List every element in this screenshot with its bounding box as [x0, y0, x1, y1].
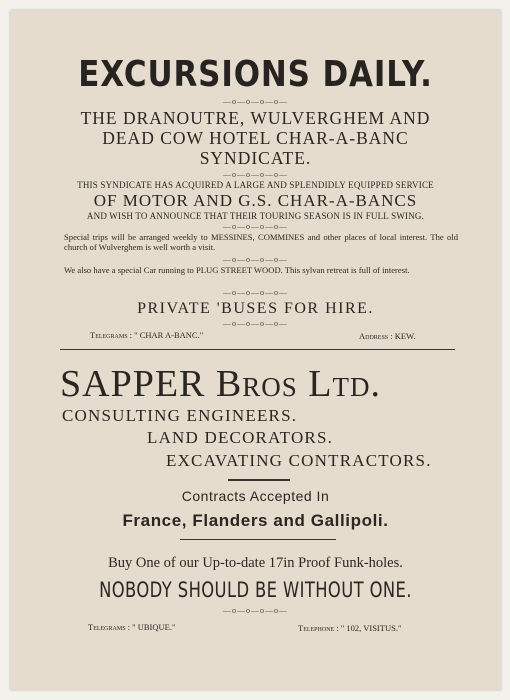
season-line: AND WISH TO ANNOUNCE THAT THEIR TOURING SEASON IS IN FULL SWING.	[86, 211, 425, 221]
ornament-divider: —o—o—o—o—	[223, 222, 288, 231]
telegrams-char-a-banc: Telegrams : " CHAR A-BANC."	[90, 330, 204, 340]
nobody-without-one: NOBODY SHOULD BE WITHOUT ONE.	[99, 578, 412, 602]
telegrams-ubique: Telegrams : " UBIQUE."	[88, 622, 176, 632]
ornament-divider: —o—o—o—o—	[223, 319, 288, 328]
consulting-engineers: CONSULTING ENGINEERS.	[62, 406, 298, 425]
excursions-headline: EXCURSIONS DAILY.	[78, 54, 433, 95]
short-rule	[228, 479, 290, 481]
land-decorators: LAND DECORATORS.	[147, 428, 334, 447]
ornament-divider: —o—o—o—o—	[223, 255, 288, 264]
buy-funk-holes: Buy One of our Up-to-date 17in Proof Funk-holes.	[108, 555, 403, 571]
ornament-divider: —o—o—o—o—	[223, 288, 288, 297]
syndicate-line-1: THE DRANOUTRE, WULVERGHEM AND	[80, 108, 431, 128]
syndicate-line-2: DEAD COW HOTEL CHAR-A-BANC	[102, 128, 409, 148]
mid-rule	[180, 539, 336, 540]
ornament-divider: —o—o—o—o—	[223, 97, 288, 106]
contracts-accepted: Contracts Accepted In	[181, 488, 330, 504]
newspaper-page	[10, 10, 501, 690]
ornament-divider: —o—o—o—o—	[223, 606, 288, 615]
motor-line: OF MOTOR AND G.S. CHAR-A-BANCS	[93, 191, 418, 210]
private-buses-line: PRIVATE 'BUSES FOR HIRE.	[137, 300, 374, 317]
address-kew: Address : KEW.	[359, 331, 416, 341]
ornament-divider: —o—o—o—o—	[223, 170, 288, 179]
acquired-line: THIS SYNDICATE HAS ACQUIRED A LARGE AND SPLENDIDLY EQUIPPED SERVICE	[77, 180, 434, 190]
section-rule	[60, 349, 455, 350]
telephone-visitus: Telephone : " 102, VISITUS."	[298, 623, 402, 633]
excavating-contractors: EXCAVATING CONTRACTORS.	[166, 451, 432, 470]
france-flanders-gallipoli: France, Flanders and Gallipoli.	[122, 511, 389, 530]
syndicate-line-3: SYNDICATE.	[199, 148, 312, 168]
sapper-bros-name: SAPPER Bros Ltd.	[60, 363, 381, 405]
special-car-text: We also have a special Car running to PLUG STREET WOOD. This sylvan retreat is full of interest.	[64, 265, 410, 275]
special-trips-text: Special trips will be arranged weekly to MESSINES, COMMINES and other places of local interest. The old church of Wulverghem is well worth a visit.	[64, 232, 458, 252]
